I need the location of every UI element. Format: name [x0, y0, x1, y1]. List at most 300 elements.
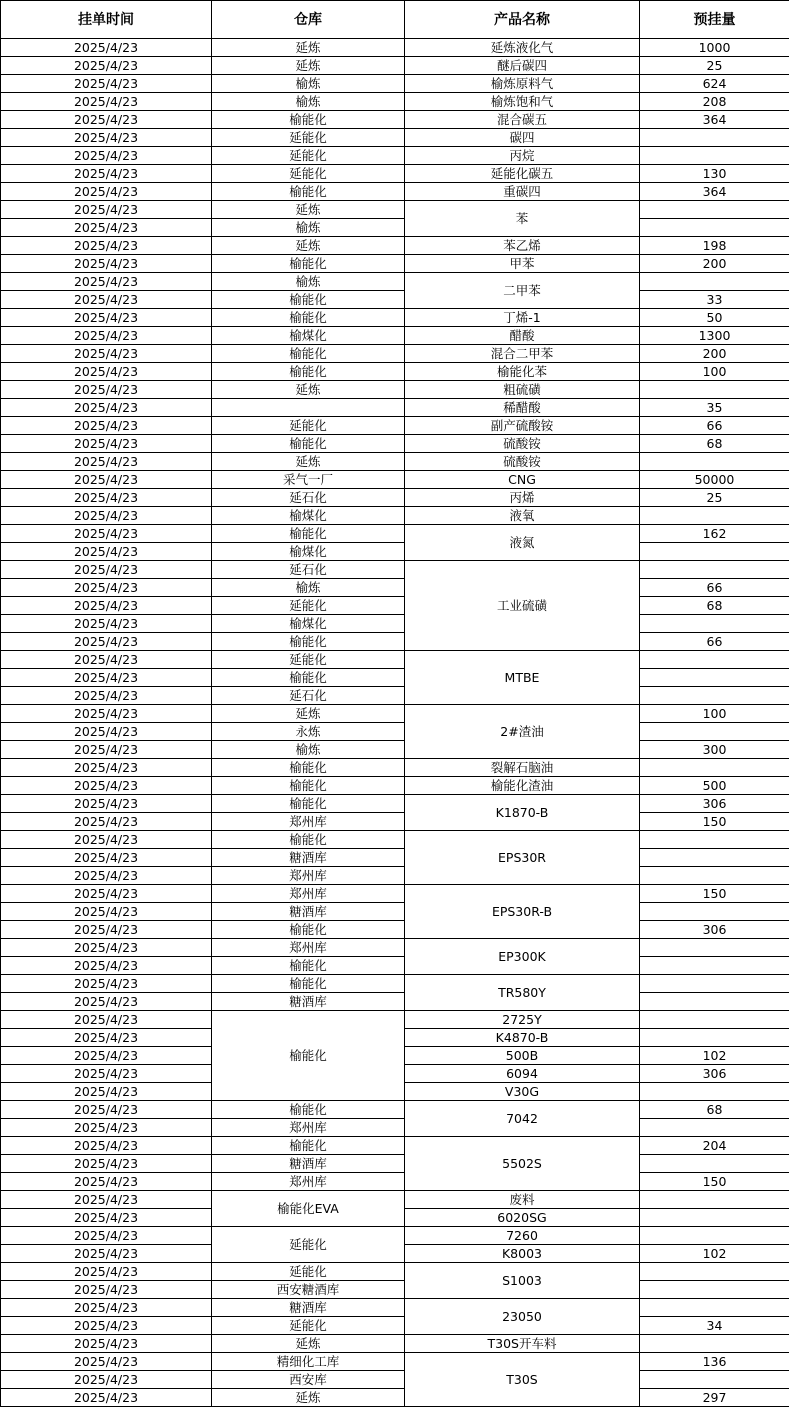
quantity-cell: 50000: [640, 471, 789, 489]
date-cell: 2025/4/23: [1, 543, 212, 561]
warehouse-cell: 延能化: [212, 1227, 405, 1263]
date-cell: 2025/4/23: [1, 831, 212, 849]
product-cell: 丙烷: [405, 147, 640, 165]
date-cell: 2025/4/23: [1, 705, 212, 723]
table-row: [1, 543, 789, 561]
table-row: [1, 1317, 789, 1335]
quantity-cell: 25: [640, 57, 789, 75]
date-cell: 2025/4/23: [1, 1335, 212, 1353]
date-cell: 2025/4/23: [1, 39, 212, 57]
product-cell: 混合二甲苯: [405, 345, 640, 363]
quantity-cell: 1000: [640, 39, 789, 57]
product-cell: MTBE: [405, 651, 640, 705]
date-cell: 2025/4/23: [1, 1047, 212, 1065]
quantity-cell: 100: [640, 705, 789, 723]
table-row: [1, 363, 789, 381]
table-row: [1, 399, 789, 417]
warehouse-cell: 榆能化: [212, 435, 405, 453]
quantity-cell: [640, 1083, 789, 1101]
warehouse-cell: [212, 399, 405, 417]
product-cell: EPS30R-B: [405, 885, 640, 939]
table-row: [1, 219, 789, 237]
warehouse-cell: 榆煤化: [212, 543, 405, 561]
warehouse-cell: 榆能化: [212, 957, 405, 975]
date-cell: 2025/4/23: [1, 111, 212, 129]
date-cell: 2025/4/23: [1, 273, 212, 291]
date-cell: 2025/4/23: [1, 309, 212, 327]
quantity-cell: 500: [640, 777, 789, 795]
date-cell: 2025/4/23: [1, 75, 212, 93]
table-row: [1, 129, 789, 147]
date-cell: 2025/4/23: [1, 561, 212, 579]
quantity-cell: [640, 831, 789, 849]
table-row: [1, 1335, 789, 1353]
date-cell: 2025/4/23: [1, 1317, 212, 1335]
product-cell: 延能化碳五: [405, 165, 640, 183]
table-row: [1, 777, 789, 795]
quantity-cell: [640, 993, 789, 1011]
date-cell: 2025/4/23: [1, 993, 212, 1011]
table-row: [1, 471, 789, 489]
date-cell: 2025/4/23: [1, 1155, 212, 1173]
warehouse-cell: 延能化: [212, 1263, 405, 1281]
date-cell: 2025/4/23: [1, 1245, 212, 1263]
date-cell: 2025/4/23: [1, 1083, 212, 1101]
quantity-cell: [640, 1155, 789, 1173]
table-row: [1, 1263, 789, 1281]
quantity-cell: [640, 1281, 789, 1299]
quantity-cell: [640, 543, 789, 561]
table-row: [1, 1371, 789, 1389]
quantity-cell: 102: [640, 1245, 789, 1263]
product-cell: 延炼液化气: [405, 39, 640, 57]
warehouse-cell: 郑州库: [212, 867, 405, 885]
table-row: [1, 201, 789, 219]
warehouse-cell: 延炼: [212, 705, 405, 723]
quantity-cell: 35: [640, 399, 789, 417]
quantity-cell: 364: [640, 183, 789, 201]
table-row: [1, 255, 789, 273]
warehouse-cell: 榆能化: [212, 777, 405, 795]
quantity-cell: [640, 507, 789, 525]
table-row: [1, 759, 789, 777]
table-row: [1, 975, 789, 993]
warehouse-cell: 延能化: [212, 147, 405, 165]
date-cell: 2025/4/23: [1, 1065, 212, 1083]
date-cell: 2025/4/23: [1, 381, 212, 399]
quantity-cell: 66: [640, 633, 789, 651]
warehouse-cell: 榆能化: [212, 759, 405, 777]
quantity-cell: 68: [640, 1101, 789, 1119]
product-cell: 醚后碳四: [405, 57, 640, 75]
warehouse-cell: 延能化: [212, 597, 405, 615]
date-cell: 2025/4/23: [1, 93, 212, 111]
quantity-cell: 297: [640, 1389, 789, 1407]
warehouse-cell: 榆炼: [212, 93, 405, 111]
warehouse-cell: 延石化: [212, 687, 405, 705]
date-cell: 2025/4/23: [1, 1209, 212, 1227]
table-row: [1, 1299, 789, 1317]
table-row: [1, 57, 789, 75]
table-row: [1, 75, 789, 93]
quantity-cell: 68: [640, 597, 789, 615]
warehouse-cell: 延能化: [212, 129, 405, 147]
warehouse-cell: 榆能化: [212, 1101, 405, 1119]
product-cell: 23050: [405, 1299, 640, 1335]
warehouse-cell: 延炼: [212, 453, 405, 471]
table-row: [1, 435, 789, 453]
product-cell: 7260: [405, 1227, 640, 1245]
date-cell: 2025/4/23: [1, 471, 212, 489]
date-cell: 2025/4/23: [1, 363, 212, 381]
product-cell: TR580Y: [405, 975, 640, 1011]
product-cell: 6094: [405, 1065, 640, 1083]
warehouse-cell: 榆炼: [212, 219, 405, 237]
warehouse-cell: 延石化: [212, 489, 405, 507]
warehouse-cell: 榆能化: [212, 183, 405, 201]
warehouse-cell: 榆能化: [212, 1011, 405, 1101]
date-cell: 2025/4/23: [1, 669, 212, 687]
quantity-cell: [640, 273, 789, 291]
date-cell: 2025/4/23: [1, 777, 212, 795]
date-cell: 2025/4/23: [1, 1299, 212, 1317]
table-row: [1, 1011, 789, 1029]
header-row: [1, 1, 789, 39]
quantity-cell: [640, 201, 789, 219]
quantity-cell: [640, 849, 789, 867]
table-row: [1, 633, 789, 651]
table-row: [1, 327, 789, 345]
quantity-cell: [640, 561, 789, 579]
table-row: [1, 39, 789, 57]
date-cell: 2025/4/23: [1, 435, 212, 453]
date-cell: 2025/4/23: [1, 147, 212, 165]
date-cell: 2025/4/23: [1, 1281, 212, 1299]
table-row: [1, 957, 789, 975]
product-cell: K8003: [405, 1245, 640, 1263]
warehouse-cell: 榆能化: [212, 633, 405, 651]
warehouse-cell: 延炼: [212, 237, 405, 255]
quantity-cell: 162: [640, 525, 789, 543]
date-cell: 2025/4/23: [1, 633, 212, 651]
date-cell: 2025/4/23: [1, 327, 212, 345]
quantity-cell: [640, 651, 789, 669]
quantity-cell: [640, 1191, 789, 1209]
product-cell: CNG: [405, 471, 640, 489]
quantity-cell: 150: [640, 1173, 789, 1191]
quantity-cell: 34: [640, 1317, 789, 1335]
warehouse-cell: 榆炼: [212, 273, 405, 291]
date-cell: 2025/4/23: [1, 867, 212, 885]
quantity-cell: [640, 867, 789, 885]
table-row: [1, 849, 789, 867]
date-cell: 2025/4/23: [1, 939, 212, 957]
quantity-cell: [640, 1371, 789, 1389]
table-row: [1, 165, 789, 183]
date-cell: 2025/4/23: [1, 201, 212, 219]
warehouse-cell: 榆能化: [212, 291, 405, 309]
quantity-cell: 204: [640, 1137, 789, 1155]
table-row: [1, 309, 789, 327]
warehouse-cell: 糖酒库: [212, 1299, 405, 1317]
quantity-cell: [640, 1227, 789, 1245]
quantity-cell: 300: [640, 741, 789, 759]
table-row: [1, 453, 789, 471]
quantity-cell: [640, 1011, 789, 1029]
product-cell: 碳四: [405, 129, 640, 147]
warehouse-cell: 糖酒库: [212, 993, 405, 1011]
table-row: [1, 993, 789, 1011]
table-row: [1, 1353, 789, 1371]
quantity-cell: [640, 147, 789, 165]
table-row: [1, 669, 789, 687]
warehouse-cell: 榆能化: [212, 255, 405, 273]
date-cell: 2025/4/23: [1, 1371, 212, 1389]
table-row: [1, 795, 789, 813]
table-row: [1, 1191, 789, 1209]
date-cell: 2025/4/23: [1, 1173, 212, 1191]
table-row: [1, 1281, 789, 1299]
warehouse-cell: 榆煤化: [212, 507, 405, 525]
warehouse-cell: 延炼: [212, 57, 405, 75]
quantity-cell: [640, 1299, 789, 1317]
table-row: [1, 1227, 789, 1245]
table-row: [1, 111, 789, 129]
date-cell: 2025/4/23: [1, 723, 212, 741]
warehouse-cell: 榆能化: [212, 669, 405, 687]
table-row: [1, 885, 789, 903]
header-quantity: 预挂量: [640, 1, 789, 39]
quantity-cell: [640, 759, 789, 777]
warehouse-cell: 采气一厂: [212, 471, 405, 489]
date-cell: 2025/4/23: [1, 975, 212, 993]
date-cell: 2025/4/23: [1, 219, 212, 237]
quantity-cell: 50: [640, 309, 789, 327]
table-row: [1, 273, 789, 291]
warehouse-cell: 榆能化: [212, 831, 405, 849]
table-row: [1, 705, 789, 723]
product-cell: 硫酸铵: [405, 453, 640, 471]
quantity-cell: [640, 975, 789, 993]
table-row: [1, 183, 789, 201]
product-cell: 重碳四: [405, 183, 640, 201]
quantity-cell: 33: [640, 291, 789, 309]
product-cell: T30S: [405, 1353, 640, 1407]
date-cell: 2025/4/23: [1, 795, 212, 813]
product-cell: 7042: [405, 1101, 640, 1137]
quantity-cell: [640, 219, 789, 237]
warehouse-cell: 榆炼: [212, 579, 405, 597]
product-cell: 榆能化渣油: [405, 777, 640, 795]
table-row: [1, 147, 789, 165]
product-cell: 榆炼原料气: [405, 75, 640, 93]
table-row: [1, 723, 789, 741]
quantity-cell: 198: [640, 237, 789, 255]
date-cell: 2025/4/23: [1, 921, 212, 939]
quantity-cell: [640, 1335, 789, 1353]
product-cell: 粗硫磺: [405, 381, 640, 399]
warehouse-cell: 榆煤化: [212, 615, 405, 633]
date-cell: 2025/4/23: [1, 417, 212, 435]
table-row: [1, 507, 789, 525]
warehouse-cell: 西安库: [212, 1371, 405, 1389]
quantity-cell: 306: [640, 1065, 789, 1083]
product-cell: V30G: [405, 1083, 640, 1101]
product-cell: 2#渣油: [405, 705, 640, 759]
product-cell: K1870-B: [405, 795, 640, 831]
date-cell: 2025/4/23: [1, 1137, 212, 1155]
table-row: [1, 561, 789, 579]
date-cell: 2025/4/23: [1, 489, 212, 507]
warehouse-cell: 榆能化EVA: [212, 1191, 405, 1227]
date-cell: 2025/4/23: [1, 903, 212, 921]
product-cell: 苯乙烯: [405, 237, 640, 255]
quantity-cell: 306: [640, 795, 789, 813]
warehouse-cell: 榆能化: [212, 921, 405, 939]
product-cell: K4870-B: [405, 1029, 640, 1047]
table-row: [1, 867, 789, 885]
date-cell: 2025/4/23: [1, 615, 212, 633]
warehouse-cell: 延炼: [212, 39, 405, 57]
quantity-cell: [640, 1209, 789, 1227]
date-cell: 2025/4/23: [1, 1101, 212, 1119]
warehouse-cell: 延能化: [212, 417, 405, 435]
table-row: [1, 291, 789, 309]
product-cell: 苯: [405, 201, 640, 237]
header-warehouse: 仓库: [212, 1, 405, 39]
product-cell: 榆能化苯: [405, 363, 640, 381]
warehouse-cell: 延能化: [212, 1317, 405, 1335]
warehouse-cell: 榆能化: [212, 795, 405, 813]
product-cell: 5502S: [405, 1137, 640, 1191]
warehouse-cell: 榆能化: [212, 525, 405, 543]
table-row: [1, 579, 789, 597]
warehouse-cell: 郑州库: [212, 1119, 405, 1137]
quantity-cell: [640, 615, 789, 633]
table-row: [1, 1101, 789, 1119]
quantity-cell: [640, 453, 789, 471]
date-cell: 2025/4/23: [1, 597, 212, 615]
product-cell: 液氮: [405, 525, 640, 561]
product-cell: 硫酸铵: [405, 435, 640, 453]
quantity-cell: [640, 129, 789, 147]
warehouse-cell: 精细化工库: [212, 1353, 405, 1371]
product-cell: S1003: [405, 1263, 640, 1299]
table-row: [1, 903, 789, 921]
header-time: 挂单时间: [1, 1, 212, 39]
date-cell: 2025/4/23: [1, 741, 212, 759]
table-row: [1, 381, 789, 399]
date-cell: 2025/4/23: [1, 345, 212, 363]
date-cell: 2025/4/23: [1, 957, 212, 975]
table-row: [1, 237, 789, 255]
quantity-cell: 136: [640, 1353, 789, 1371]
warehouse-cell: 延炼: [212, 201, 405, 219]
warehouse-cell: 郑州库: [212, 813, 405, 831]
quantity-cell: 208: [640, 93, 789, 111]
quantity-cell: 66: [640, 579, 789, 597]
table-body: [1, 39, 789, 1407]
quantity-cell: 150: [640, 885, 789, 903]
product-cell: 工业硫磺: [405, 561, 640, 651]
product-cell: EPS30R: [405, 831, 640, 885]
table-row: [1, 939, 789, 957]
date-cell: 2025/4/23: [1, 687, 212, 705]
warehouse-cell: 郑州库: [212, 939, 405, 957]
quantity-cell: [640, 1119, 789, 1137]
warehouse-cell: 榆煤化: [212, 327, 405, 345]
product-cell: 裂解石脑油: [405, 759, 640, 777]
table-row: [1, 687, 789, 705]
quantity-cell: 306: [640, 921, 789, 939]
quantity-cell: [640, 669, 789, 687]
quantity-cell: 150: [640, 813, 789, 831]
table-row: [1, 1389, 789, 1407]
quantity-cell: [640, 1029, 789, 1047]
date-cell: 2025/4/23: [1, 885, 212, 903]
date-cell: 2025/4/23: [1, 1119, 212, 1137]
table-row: [1, 489, 789, 507]
quantity-cell: 100: [640, 363, 789, 381]
quantity-cell: 25: [640, 489, 789, 507]
product-cell: 500B: [405, 1047, 640, 1065]
date-cell: 2025/4/23: [1, 183, 212, 201]
product-cell: EP300K: [405, 939, 640, 975]
date-cell: 2025/4/23: [1, 813, 212, 831]
table-row: [1, 1155, 789, 1173]
warehouse-cell: 糖酒库: [212, 849, 405, 867]
date-cell: 2025/4/23: [1, 1011, 212, 1029]
quantity-cell: [640, 939, 789, 957]
quantity-cell: 200: [640, 255, 789, 273]
product-cell: T30S开车料: [405, 1335, 640, 1353]
table-row: [1, 813, 789, 831]
warehouse-cell: 延炼: [212, 1389, 405, 1407]
product-cell: 二甲苯: [405, 273, 640, 309]
product-cell: 液氧: [405, 507, 640, 525]
quantity-cell: 68: [640, 435, 789, 453]
date-cell: 2025/4/23: [1, 1029, 212, 1047]
table-row: [1, 615, 789, 633]
quantity-cell: 102: [640, 1047, 789, 1065]
date-cell: 2025/4/23: [1, 453, 212, 471]
date-cell: 2025/4/23: [1, 1263, 212, 1281]
warehouse-cell: 延能化: [212, 165, 405, 183]
product-cell: 榆炼饱和气: [405, 93, 640, 111]
date-cell: 2025/4/23: [1, 255, 212, 273]
table-row: [1, 921, 789, 939]
quantity-cell: [640, 903, 789, 921]
date-cell: 2025/4/23: [1, 1227, 212, 1245]
warehouse-cell: 榆炼: [212, 75, 405, 93]
product-cell: 混合碳五: [405, 111, 640, 129]
date-cell: 2025/4/23: [1, 237, 212, 255]
date-cell: 2025/4/23: [1, 651, 212, 669]
product-cell: 甲苯: [405, 255, 640, 273]
warehouse-cell: 永炼: [212, 723, 405, 741]
warehouse-cell: 榆能化: [212, 975, 405, 993]
product-cell: 稀醋酸: [405, 399, 640, 417]
quantity-cell: [640, 957, 789, 975]
warehouse-cell: 榆炼: [212, 741, 405, 759]
table-row: [1, 651, 789, 669]
warehouse-cell: 西安糖酒库: [212, 1281, 405, 1299]
header-product: 产品名称: [405, 1, 640, 39]
date-cell: 2025/4/23: [1, 525, 212, 543]
warehouse-cell: 榆能化: [212, 363, 405, 381]
table-row: [1, 345, 789, 363]
product-cell: 丁烯-1: [405, 309, 640, 327]
